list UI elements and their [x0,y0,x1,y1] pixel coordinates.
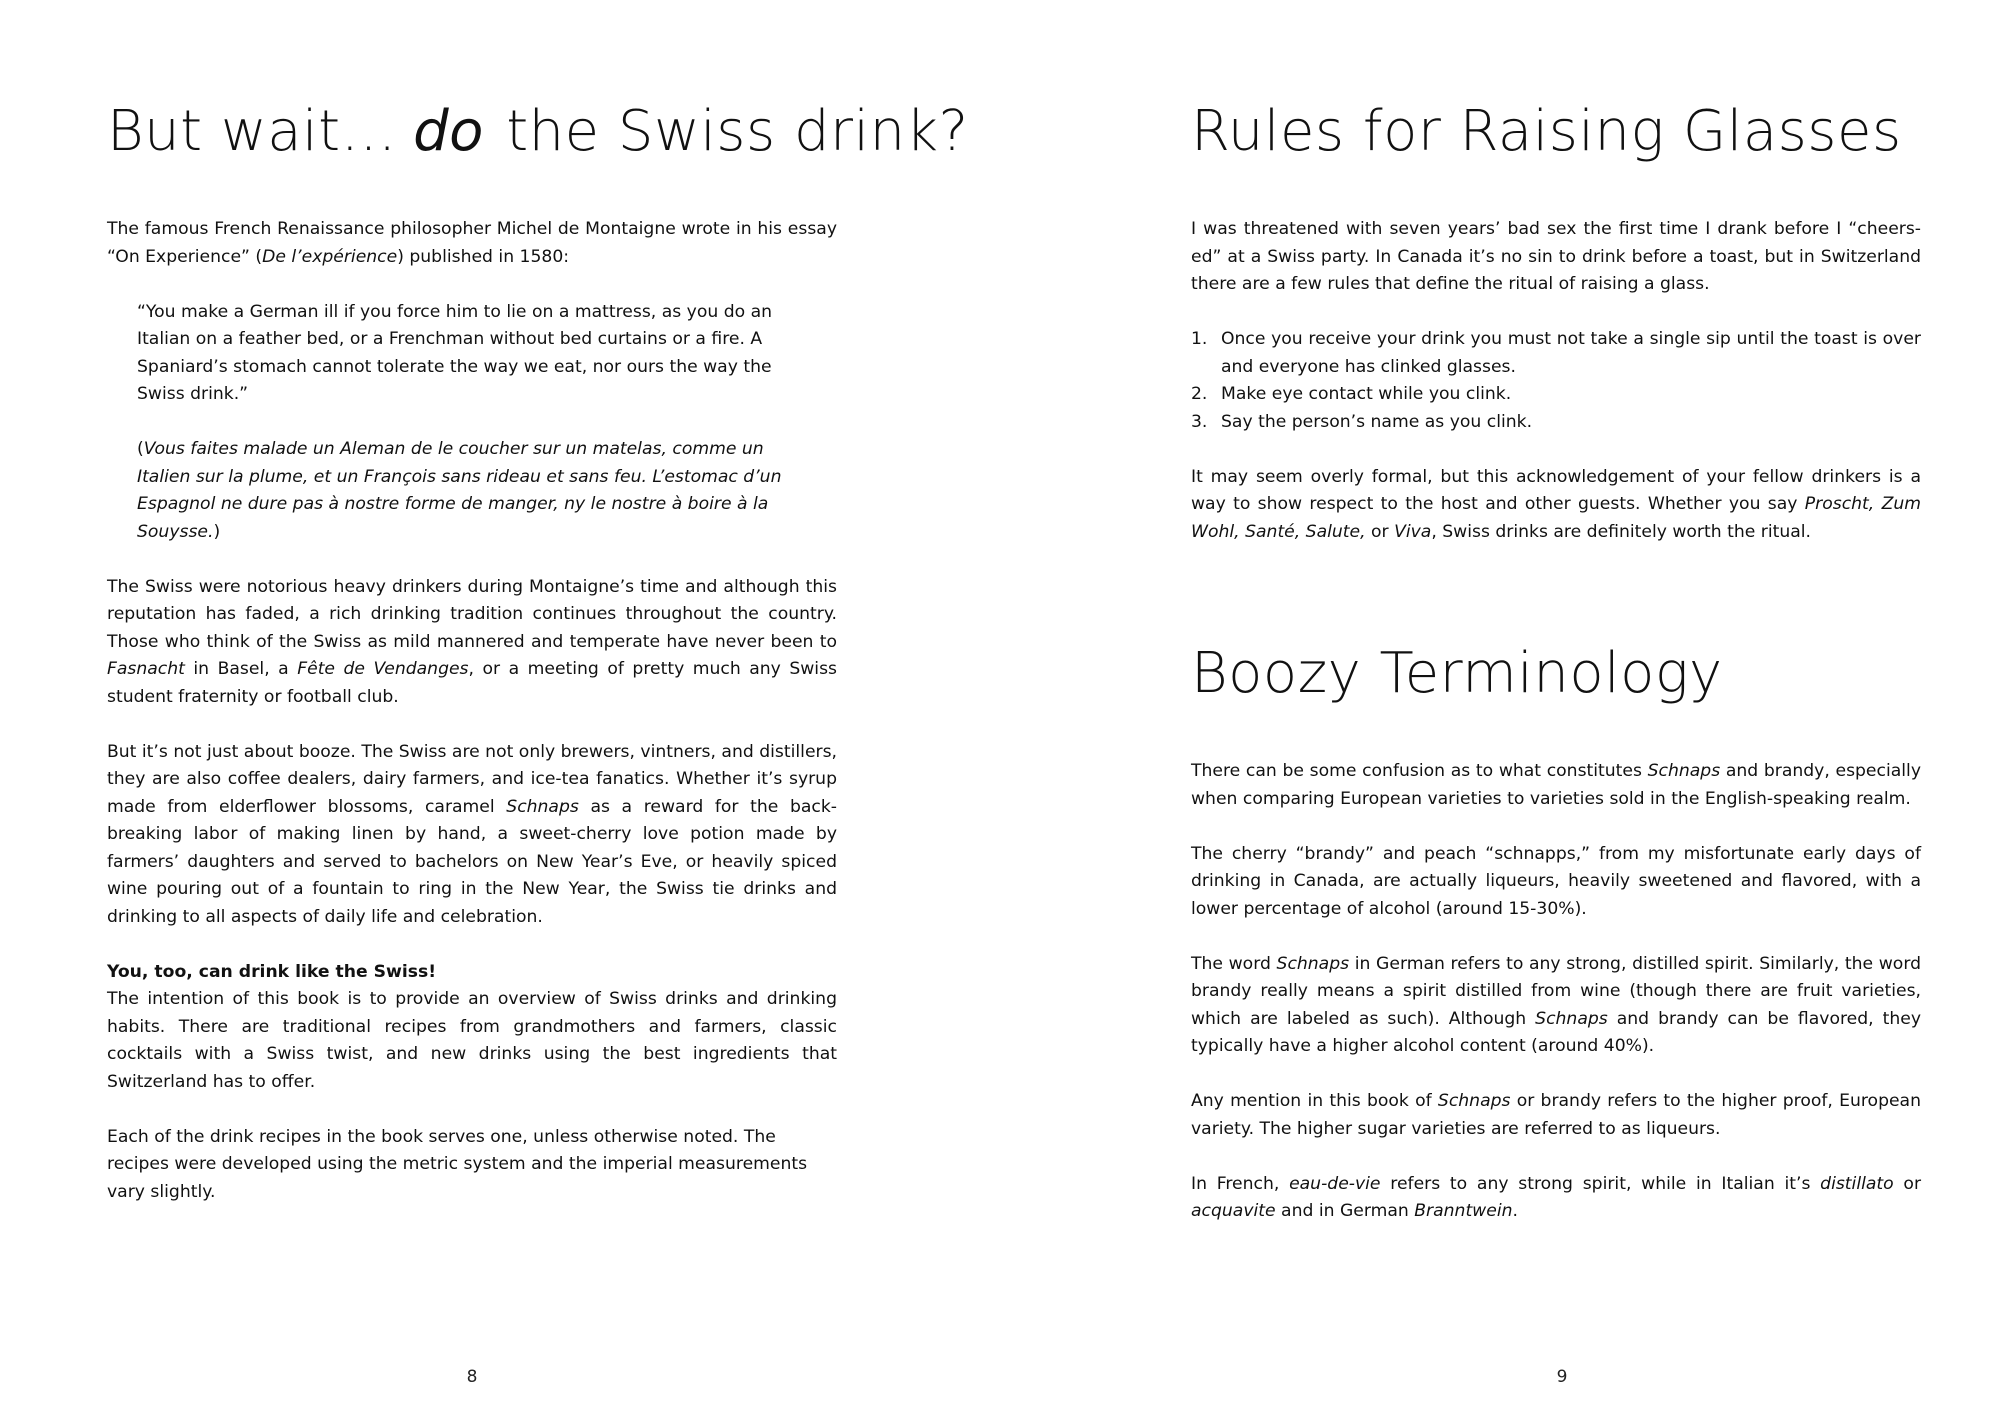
text: or [1365,521,1395,542]
text: , Swiss drinks are definitely worth the ritual. [1431,521,1812,542]
text: In French, [1191,1173,1290,1194]
intro-text-end: ) published in 1580: [397,246,570,267]
italic-term: acquavite [1191,1201,1276,1221]
list-number: 2. [1191,384,1208,404]
intro-text: The famous French Renaissance philosopher Michel de Montaigne wrote in his essay “On Experience” ( [107,219,837,267]
text: It may seem overly formal, but this acknowledgement of your fellow drinkers is a way to show respect to the host and other guests. Whether you say [1191,466,1921,514]
list-item-text: Say the person’s name as you clink. [1221,411,1533,432]
paragraph-terminology-5 [1191,1171,1921,1226]
italic-term: distillato [1820,1173,1894,1194]
paragraph-rules-intro: I was threatened with seven years’ bad sex the first time I drank before I “cheers-ed” at a Swiss party. In Canada it’s no sin to drink before a toast, but in Switzerland there are a few rules that define the ritual of raising a glass. [1191,219,1921,294]
right-page [1004,0,2008,1417]
intro-paragraph [107,216,837,271]
list-item-text: Make eye contact while you clink. [1221,384,1512,404]
title-emphasis: do [413,99,484,164]
italic-term: Schnaps [1276,953,1350,974]
quote-french-open: ( [137,439,144,459]
text: and brandy, especially when comparing European varieties to varieties sold in the English-speaking realm. [1191,761,1921,809]
italic-term: Fasnacht [107,659,185,679]
paragraph-rules-outro [1191,464,1921,547]
paragraph-terminology-4 [1191,1088,1921,1143]
text: , or a meeting of pretty much any Swiss student fraternity or football club. [107,659,837,707]
text: . [1512,1201,1518,1221]
italic-term: Branntwein [1414,1201,1513,1221]
text: and brandy can be flavored, they typically have a higher alcohol content (around 40%). [1191,1008,1921,1056]
list-item-text: Once you receive your drink you must not take a single sip until the toast is over and everyone has clinked glasses. [1221,329,1921,377]
italic-term: Fête de Vendanges [297,659,469,679]
text: The word [1191,953,1277,974]
italic-term: eau-de-vie [1289,1173,1381,1194]
right-page-content [1191,90,1921,1253]
italic-term: Schnaps [1647,761,1721,781]
text: and in German [1275,1201,1415,1221]
italic-term: Proscht, Zum Wohl, Santé, Salute, [1191,494,1921,542]
list-item [1191,409,1921,437]
paragraph-terminology-1 [1191,758,1921,813]
left-page-content [107,90,969,1234]
paragraph-terminology-3 [1191,951,1921,1061]
text: The Swiss were notorious heavy drinkers during Montaigne’s time and although this reputation has faded, a rich drinking tradition continues throughout the country. Those who think of the Swiss as mild mannered and temperate have never been to [107,576,837,652]
text: But it’s not just about booze. The Swiss are not only brewers, vintners, and distillers, they are also coffee dealers, dairy farmers, and ice-tea fanatics. Whether it’s syrup made from elderflower blossoms, caramel [107,741,837,817]
paragraph-recipes-note: Each of the drink recipes in the book serves one, unless otherwise noted. The recipes were developed using the metric system and the imperial measurements vary slightly. [107,1126,808,1202]
list-item [1191,381,1921,409]
text: There can be some confusion as to what constitutes [1191,761,1648,781]
italic-term: Schnaps [1437,1091,1511,1111]
paragraph-terminology-2: The cherry “brandy” and peach “schnapps,” from my misfortunate early days of drinking in Canada, are actually liqueurs, heavily sweetened and flavored, with a lower percentage of alcohol (around 15-30%). [1191,843,1921,919]
section-title-rules: Rules for Raising Glasses [1191,99,1902,164]
page-number: 8 [466,1367,478,1387]
essay-title: De l’expérience [262,246,398,267]
paragraph-montaigne [107,574,837,712]
text: or brandy refers to the higher proof, European variety. The higher sugar varieties are referred to as liqueurs. [1191,1091,1921,1139]
italic-term: Schnaps [506,796,579,817]
subheading: You, too, can drink like the Swiss! [107,961,437,982]
title-post: the Swiss drink? [506,99,969,164]
quote-french [137,436,807,546]
quote-french-text: Vous faites malade un Aleman de le coucher sur un matelas, comme un Italien sur la plume, et un François sans rideau et sans feu. L’estomac d’un Espagnol ne dure pas à nostre forme de manger, ny le nostre à boire à la Souysse. [137,439,782,542]
italic-term: Viva [1394,521,1432,542]
page-number: 9 [1556,1367,1568,1387]
list-item [1191,326,1921,381]
rules-list [1191,326,1921,436]
title-pre: But wait… [107,99,398,164]
paragraph-booze [107,739,837,932]
text: Any mention in this book of [1191,1091,1438,1111]
paragraph-intention: The intention of this book is to provide an overview of Swiss drinks and drinking habits. There are traditional recipes from grandmothers and farmers, classic cocktails with a Swiss twist, and new drinks using the best ingredients that Switzerland has to offer. [107,989,837,1092]
page-title [107,90,969,174]
list-number: 1. [1191,329,1208,349]
text: in German refers to any strong, distilled spirit. Similarly, the word brandy really means a spirit distilled from wine (though there are fruit varieties, which are labeled as such). Although [1191,953,1921,1029]
italic-term: Schnaps [1535,1008,1608,1029]
section-title-terminology: Boozy Terminology [1191,641,1723,706]
quote-french-close: ) [213,521,221,542]
quote-english: “You make a German ill if you force him to lie on a mattress, as you do an Italian on a feather bed, or a Frenchman without bed curtains or a fire. A Spaniard’s stomach cannot tolerate the way we eat, nor ours the way the Swiss drink.” [137,301,773,404]
list-number: 3. [1191,411,1208,432]
text: in Basel, a [184,659,298,679]
text: as a reward for the back-breaking labor of making linen by hand, a sweet-cherry love potion made by farmers’ daughters and served to bachelors on New Year’s Eve, or heavily spiced wine pouring out of a fountain to ring in the New Year, the Swiss tie drinks and drinking to all aspects of daily life and celebration. [107,796,837,927]
text: refers to any strong spirit, while in Italian it’s [1380,1173,1821,1194]
text: or [1893,1173,1922,1194]
